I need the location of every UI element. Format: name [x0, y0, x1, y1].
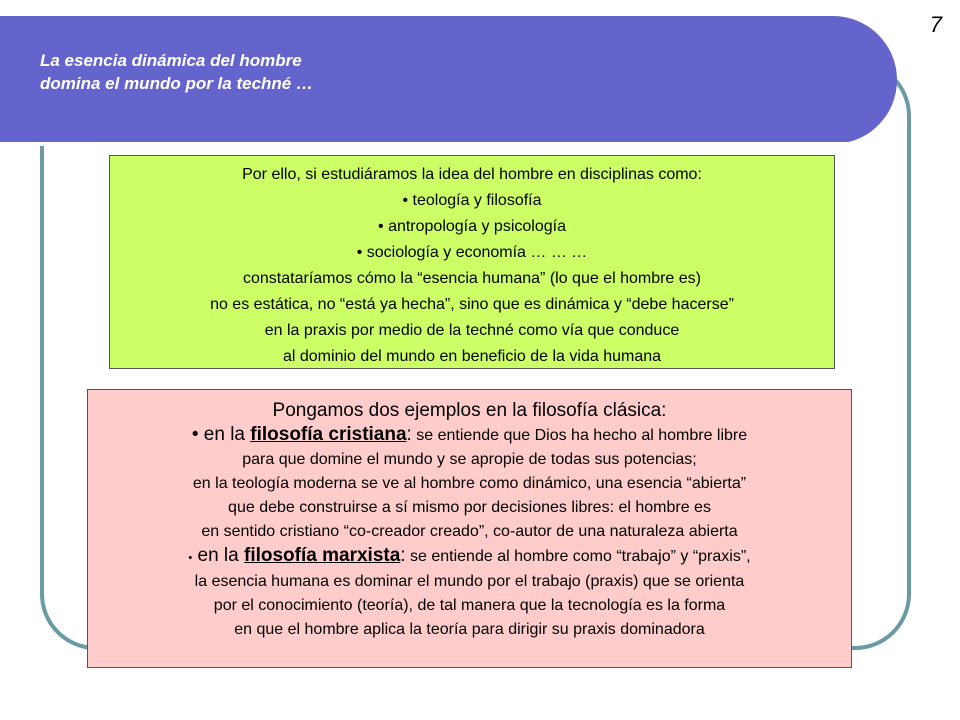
- slide-title-line-1: La esencia dinámica del hombre: [40, 51, 302, 70]
- christian-example-line: que debe construirse a sí mismo por decisiones libres: el hombre es: [228, 499, 711, 516]
- discipline-item: • teología y filosofía: [402, 192, 542, 209]
- disciplines-text-line: no es estática, no “está ya hecha”, sino que es dinámica y “debe hacerse”: [210, 296, 734, 313]
- title-underline: [0, 142, 848, 146]
- marxist-example-line: la esencia humana es dominar el mundo por el trabajo (praxis) que se orienta: [194, 573, 745, 590]
- christian-example-line: en la teología moderna se ve al hombre como dinámico, una esencia “abierta”: [192, 475, 747, 492]
- examples-intro: Pongamos dos ejemplos en la filosofía clásica:: [272, 400, 667, 421]
- discipline-item: • sociología y economía … … …: [356, 244, 588, 261]
- slide-title: [40, 49, 313, 95]
- bullet: •: [188, 552, 193, 564]
- marxist-example-line: por el conocimiento (teoría), de tal manera que la tecnología es la forma: [213, 597, 726, 614]
- title-banner: [0, 16, 897, 144]
- marxist-example-line: en que el hombre aplica la teoría para dirigir su praxis dominadora: [234, 621, 705, 638]
- example-text: se entiende que Dios ha hecho al hombre libre: [411, 427, 748, 444]
- bullet: •: [191, 424, 199, 445]
- discipline-item: • antropología y psicología: [378, 218, 566, 235]
- example-colon: :: [400, 545, 406, 566]
- christian-example-heading: [88, 423, 851, 448]
- example-lead: en la: [192, 545, 244, 566]
- example-colon: :: [406, 424, 412, 445]
- marxist-example-heading: [88, 544, 851, 570]
- slide-number: 7: [929, 12, 942, 37]
- christian-example-line: para que domine el mundo y se apropie de todas sus potencias;: [242, 451, 697, 468]
- example-lead: en la: [198, 424, 251, 445]
- christian-philosophy-term: filosofía cristiana: [250, 424, 407, 445]
- slide-title-line-2: domina el mundo por la techné …: [40, 74, 313, 93]
- disciplines-box: [109, 155, 835, 369]
- disciplines-intro: Por ello, si estudiáramos la idea del hombre en disciplinas como:: [242, 166, 702, 183]
- examples-box: [87, 389, 852, 668]
- christian-example-line: en sentido cristiano “co-creador creado”, co-autor de una naturaleza abierta: [201, 523, 738, 540]
- example-text: se entiende al hombre como “trabajo” y “praxis”,: [405, 548, 751, 565]
- disciplines-text-line: en la praxis por medio de la techné como vía que conduce: [264, 322, 680, 339]
- disciplines-text-line: al dominio del mundo en beneficio de la vida humana: [282, 348, 662, 365]
- disciplines-text-line: constataríamos cómo la “esencia humana” (lo que el hombre es): [243, 270, 701, 287]
- marxist-philosophy-term: filosofía marxista: [244, 545, 401, 566]
